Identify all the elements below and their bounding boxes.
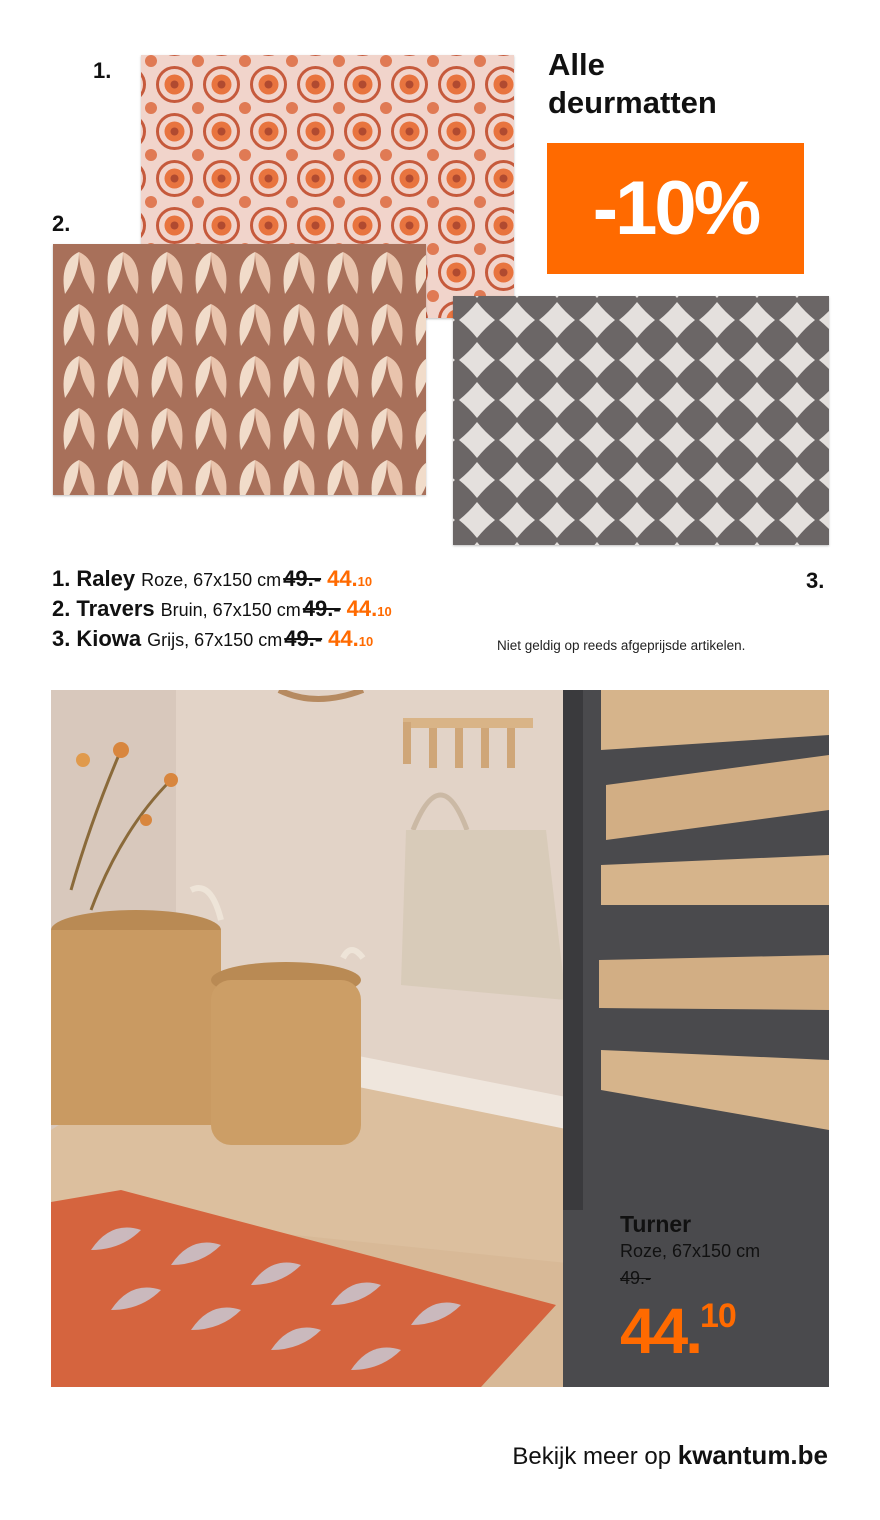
- product-spec: Grijs, 67x150 cm: [147, 630, 283, 650]
- footer-link[interactable]: [512, 1440, 828, 1471]
- turner-price-info: [620, 1210, 761, 1367]
- turner-price-int: 44.: [620, 1295, 700, 1367]
- product-new-price: 44.: [328, 626, 359, 651]
- mat-1-number: 1.: [93, 58, 112, 83]
- product-list: [52, 566, 392, 656]
- product-spec: Roze, 67x150 cm: [141, 570, 282, 590]
- product-new-price-cents: 10: [377, 604, 392, 619]
- kiowa-doormat-image: [453, 296, 829, 545]
- turner-name: Turner: [620, 1211, 692, 1237]
- mat-3-number: 3.: [806, 568, 825, 593]
- product-name: Kiowa: [76, 626, 142, 651]
- product-new-price: 44.: [327, 566, 358, 591]
- product-old-price: 49.-: [283, 566, 322, 591]
- product-line-raley: [52, 566, 392, 596]
- product-new-price: 44.: [346, 596, 378, 621]
- disclaimer: Niet geldig op reeds afgeprijsde artikelen.: [497, 638, 746, 653]
- headline-line-1: Alle: [548, 47, 605, 82]
- product-number: 1.: [52, 566, 71, 591]
- product-spec: Bruin, 67x150 cm: [160, 600, 301, 620]
- turner-old-price: 49.-: [620, 1268, 652, 1288]
- headline-line-2: deurmatten: [548, 85, 717, 120]
- product-name: Raley: [76, 566, 136, 591]
- turner-price-cents: 10: [699, 1297, 736, 1335]
- footer-site[interactable]: kwantum.be: [677, 1440, 828, 1470]
- discount-badge: -10%: [547, 143, 804, 274]
- product-new-price-cents: 10: [358, 634, 374, 649]
- product-line-kiowa: [52, 626, 392, 656]
- product-new-price-cents: 10: [357, 574, 373, 589]
- product-number: 3.: [52, 626, 71, 651]
- headline: [548, 46, 717, 122]
- footer-prefix: Bekijk meer op: [512, 1443, 672, 1470]
- mat-2-number: 2.: [52, 211, 71, 236]
- turner-new-price: [620, 1294, 736, 1368]
- product-line-travers: [52, 596, 392, 626]
- product-old-price: 49.-: [284, 626, 323, 651]
- product-name: Travers: [76, 596, 155, 621]
- product-number: 2.: [52, 596, 71, 621]
- travers-doormat-image: [53, 244, 426, 495]
- product-old-price: 49.-: [302, 596, 341, 621]
- turner-spec: Roze, 67x150 cm: [620, 1241, 761, 1261]
